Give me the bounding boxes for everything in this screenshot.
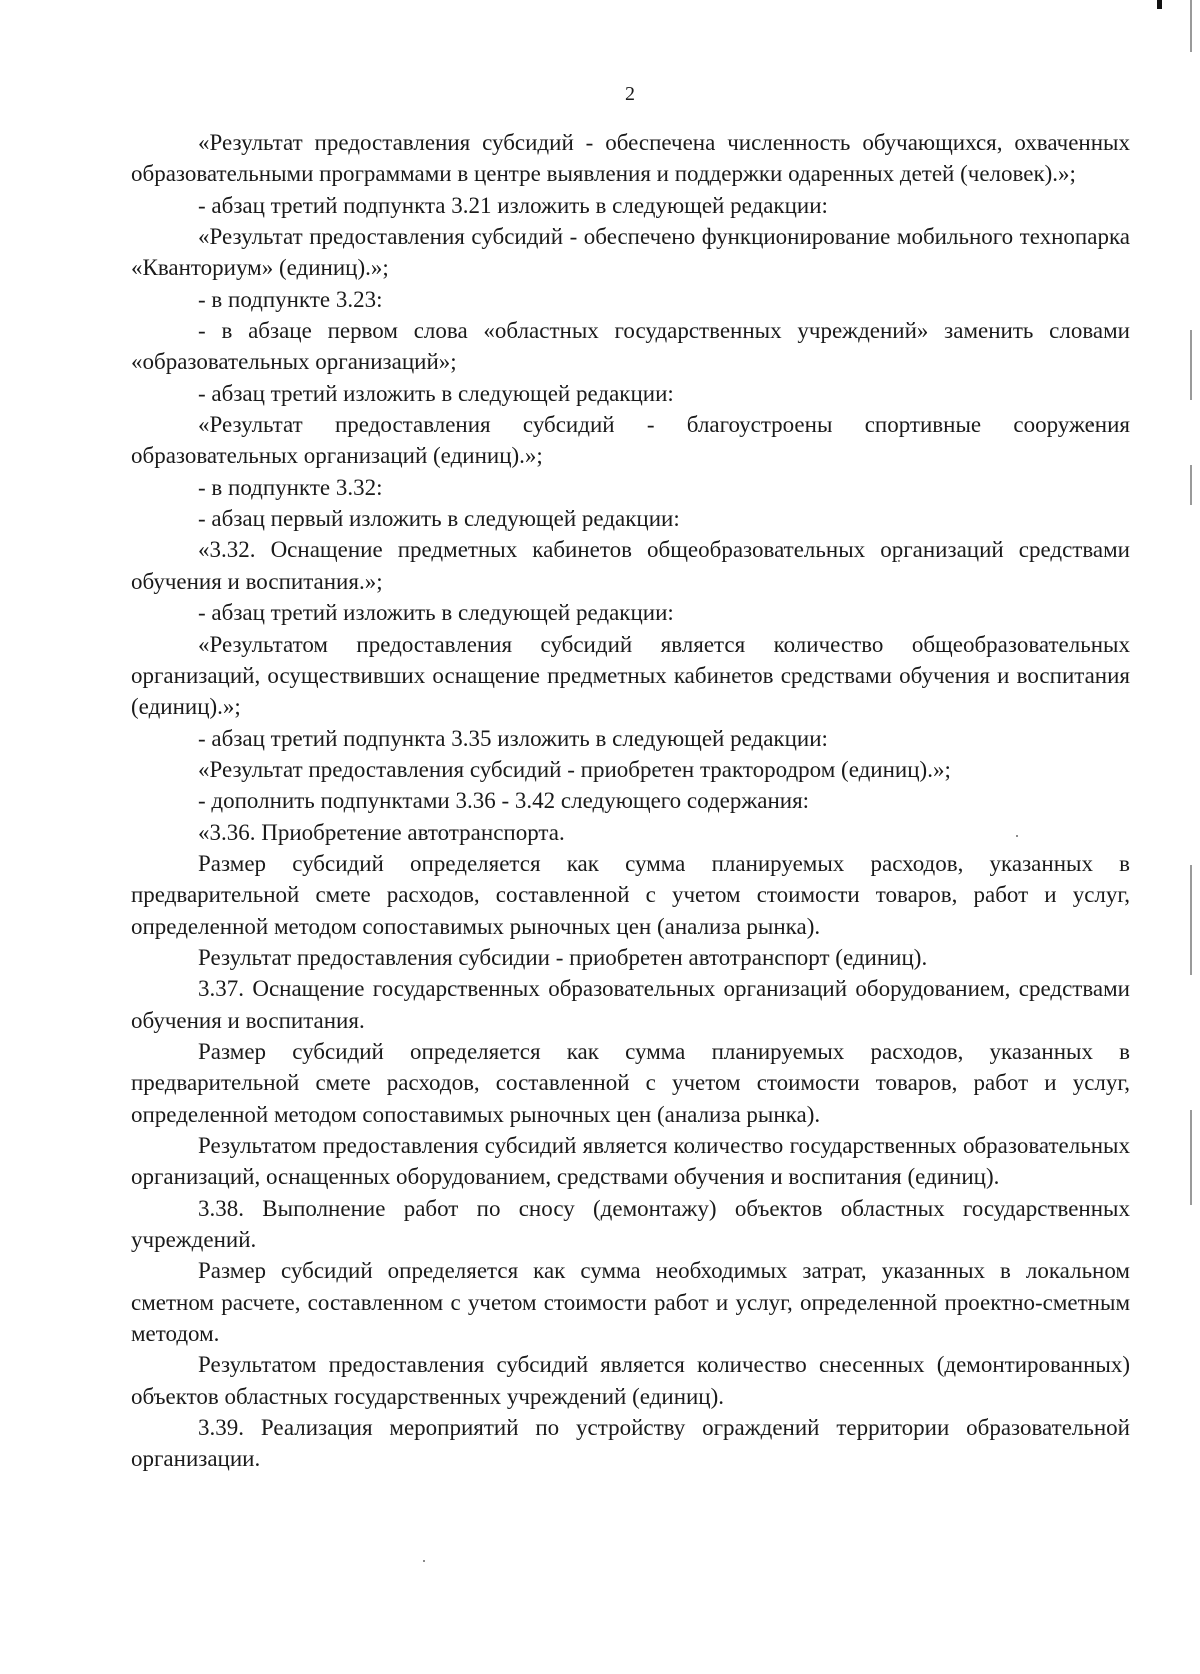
page-number: 2 bbox=[625, 83, 635, 105]
paragraph: - абзац третий подпункта 3.21 изложить в следующей редакции: bbox=[198, 192, 828, 218]
paragraph: «Результат предоставления субсидий - приобретен трактородром (единиц).»; bbox=[198, 756, 951, 782]
paragraph: «3.32. Оснащение предметных кабинетов общеобразовательных организаций средствами обучения и воспитания.»; bbox=[131, 537, 1130, 594]
paragraph: Размер субсидий определяется как сумма необходимых затрат, указанных в локальном сметном расчете, составленном с учетом стоимости работ и услуг, определенной проектно-сметным методом. bbox=[131, 1258, 1130, 1347]
paragraph: «Результат предоставления субсидий - обеспечено функционирование мобильного технопарка «Кванториум» (единиц).»; bbox=[131, 224, 1130, 281]
paragraph: «Результат предоставления субсидий - обеспечена численность обучающихся, охваченных образовательными программами в центре выявления и поддержки одаренных детей (человек).»; bbox=[131, 130, 1130, 187]
paragraph: «3.36. Приобретение автотранспорта. bbox=[198, 819, 565, 845]
paragraph: - абзац первый изложить в следующей редакции: bbox=[198, 506, 680, 532]
scan-edge-mark bbox=[1190, 330, 1192, 400]
paragraph: - абзац третий подпункта 3.35 изложить в следующей редакции: bbox=[198, 725, 828, 751]
paragraph: 3.38. Выполнение работ по сносу (демонтажу) объектов областных государственных учреждений. bbox=[131, 1195, 1130, 1253]
paragraph: - абзац третий изложить в следующей редакции: bbox=[198, 600, 674, 626]
scan-edge-mark bbox=[1190, 0, 1192, 52]
paragraph: Размер субсидий определяется как сумма планируемых расходов, указанных в предварительной смете расходов, составленной с учетом стоимости товаров, работ и услуг, определенной методом сопоставимых рыночных цен (анализа рынка). bbox=[131, 1038, 1130, 1127]
scan-edge-mark bbox=[1190, 865, 1192, 975]
scan-artifact bbox=[1157, 0, 1162, 9]
paragraph: - в абзаце первом слова «областных государственных учреждений» заменить словами «образовательных организаций»; bbox=[131, 318, 1130, 375]
paragraph: 3.39. Реализация мероприятий по устройству ограждений территории образовательной организации. bbox=[131, 1415, 1130, 1472]
paragraph: - абзац третий изложить в следующей редакции: bbox=[198, 380, 674, 406]
paragraph: Результатом предоставления субсидий является количество снесенных (демонтированных) объектов областных государственных учреждений (единиц). bbox=[131, 1352, 1130, 1409]
scan-edge-mark bbox=[1190, 465, 1192, 505]
paragraph: 3.37. Оснащение государственных образовательных организаций оборудованием, средствами обучения и воспитания. bbox=[131, 976, 1130, 1033]
paragraph: Размер субсидий определяется как сумма планируемых расходов, указанных в предварительной смете расходов, составленной с учетом стоимости товаров, работ и услуг, определенной методом сопоставимых рыночных цен (анализа рынка). bbox=[131, 850, 1130, 939]
paragraph: «Результатом предоставления субсидий является количество общеобразовательных организаций, осуществивших оснащение предметных кабинетов средствами обучения и воспитания (единиц).»; bbox=[131, 631, 1130, 720]
scan-speck bbox=[423, 1560, 425, 1562]
document-body bbox=[131, 127, 1130, 1475]
paragraph: «Результат предоставления субсидий - благоустроены спортивные сооружения образовательных организаций (единиц).»; bbox=[131, 412, 1130, 469]
paragraph: - в подпункте 3.32: bbox=[198, 474, 383, 500]
scan-edge-mark bbox=[1190, 1110, 1192, 1205]
paragraph: Результат предоставления субсидии - приобретен автотранспорт (единиц). bbox=[198, 944, 928, 970]
paragraph: - в подпункте 3.23: bbox=[198, 286, 383, 312]
paragraph: Результатом предоставления субсидий является количество государственных образовательных организаций, оснащенных оборудованием, средствами обучения и воспитания (единиц). bbox=[131, 1133, 1130, 1190]
paragraph: - дополнить подпунктами 3.36 - 3.42 следующего содержания: bbox=[198, 788, 810, 814]
